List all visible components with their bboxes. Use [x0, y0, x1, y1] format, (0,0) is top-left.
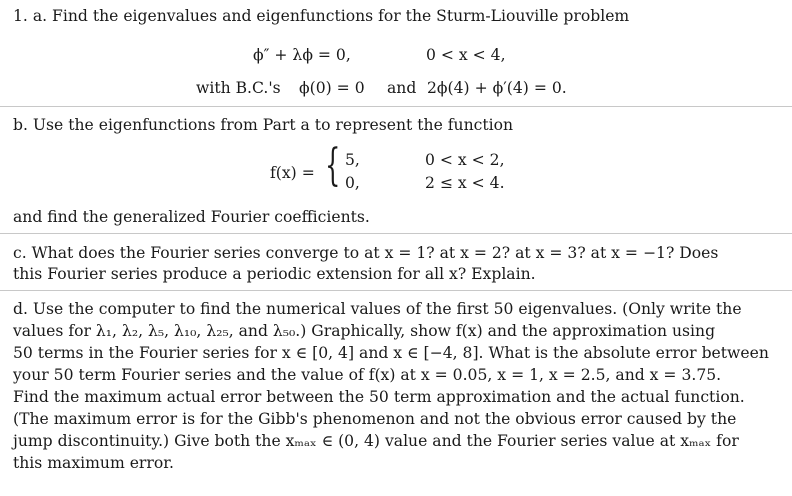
part-a-prompt: 1. a. Find the eigenvalues and eigenfunctions for the Sturm-Liouville problem — [13, 7, 630, 25]
part-c-line-1: c. What does the Fourier series converge to at x = 1? at x = 2? at x = 3? at x = −1? Does — [13, 244, 719, 262]
case2-value: 0, — [345, 174, 360, 192]
piecewise-fx: f(x) = — [270, 164, 315, 182]
separator — [0, 233, 792, 234]
separator — [0, 290, 792, 291]
ode-equation: ϕ″ + λϕ = 0, — [253, 46, 351, 64]
part-d-line-5: Find the maximum actual error between the 50 term approximation and the actual function. — [13, 388, 745, 406]
separator — [0, 106, 792, 107]
bc-label: with B.C.'s — [196, 79, 281, 97]
part-b-prompt: b. Use the eigenfunctions from Part a to represent the function — [13, 116, 514, 134]
part-c-line-2: this Fourier series produce a periodic extension for all x? Explain. — [13, 265, 536, 283]
boundary-condition-1: ϕ(0) = 0 — [299, 79, 365, 97]
part-d-line-2: values for λ₁, λ₂, λ₅, λ₁₀, λ₂₅, and λ₅₀.) Graphically, show f(x) and the approximation using — [13, 322, 716, 340]
part-d-line-7: jump discontinuity.) Give both the xₘₐₓ ∈ (0, 4) value and the Fourier series value at xₘₐₓ for — [13, 432, 739, 450]
part-b-followup: and find the generalized Fourier coefficients. — [13, 208, 370, 226]
part-d-line-4: your 50 term Fourier series and the value of f(x) at x = 0.05, x = 1, x = 2.5, and x = 3.75. — [13, 366, 722, 384]
piecewise-brace: { — [325, 140, 341, 191]
boundary-condition-2: 2ϕ(4) + ϕ′(4) = 0. — [427, 79, 567, 97]
bc-and: and — [387, 79, 417, 97]
part-d-line-6: (The maximum error is for the Gibb's phenomenon and not the obvious error caused by the — [13, 410, 737, 428]
case1-condition: 0 < x < 2, — [425, 151, 505, 169]
part-d-line-8: this maximum error. — [13, 454, 174, 472]
part-d-line-3: 50 terms in the Fourier series for x ∈ [0, 4] and x ∈ [−4, 8]. What is the absolute error between — [13, 344, 769, 362]
case1-value: 5, — [345, 151, 360, 169]
part-d-line-1: d. Use the computer to find the numerical values of the first 50 eigenvalues. (Only write the — [13, 300, 742, 318]
ode-domain: 0 < x < 4, — [426, 46, 506, 64]
case2-condition: 2 ≤ x < 4. — [425, 174, 505, 192]
